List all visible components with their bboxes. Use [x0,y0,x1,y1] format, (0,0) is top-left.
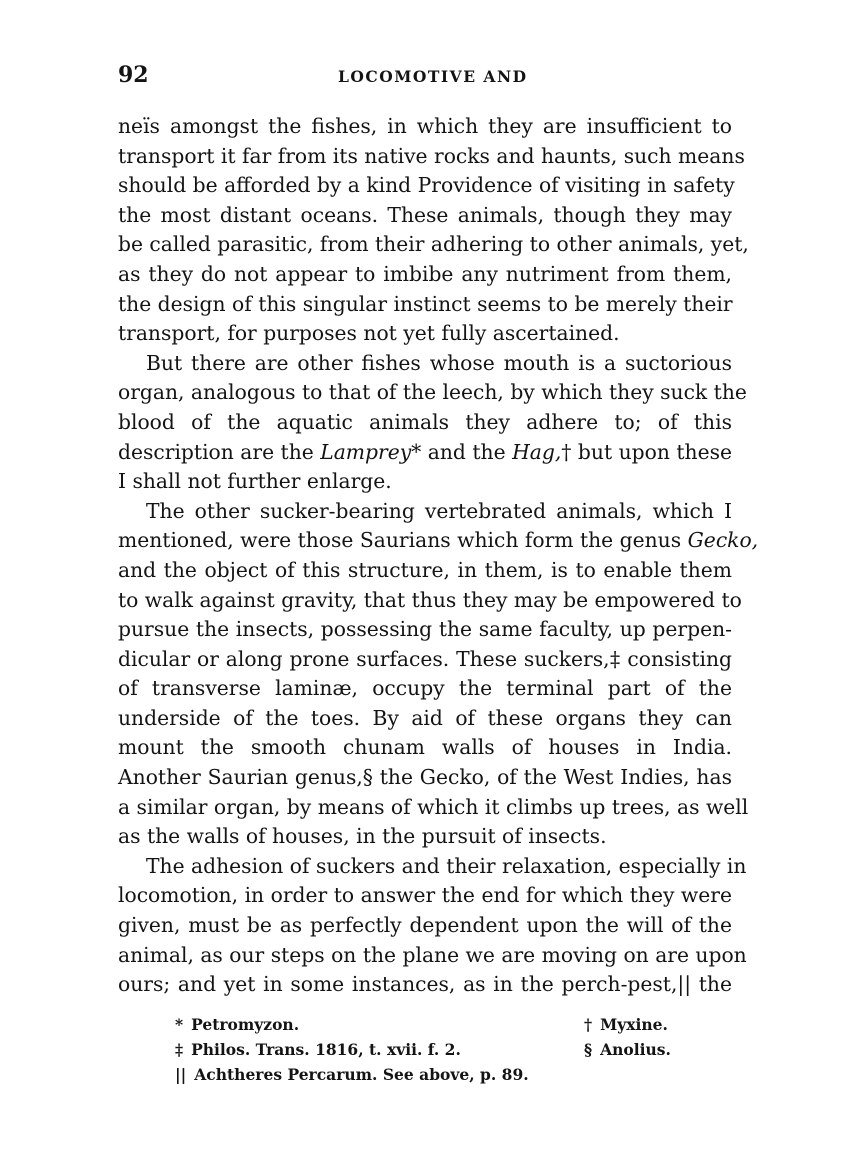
italic-term: Gecko, [687,528,759,553]
text-line: pursue the insects, possessing the same faculty, up perpen- [118,617,732,642]
text-span: mentioned, were those Saurians which form the genus [118,528,688,553]
text-line: dicular or along prone surfaces. These suckers,‡ consisting [118,646,732,671]
text-line: But there are other fishes whose mouth is a suctorious [146,350,732,375]
footnote [175,1062,529,1087]
text-line: as they do not appear to imbibe any nutriment from them, [118,261,732,286]
footnote-row [175,1062,685,1087]
text-line: to walk against gravity, that thus they may be empowered to [118,587,742,612]
footnote [175,1037,461,1062]
footnote-mark: ‡ [175,1040,184,1059]
text-line: I shall not further enlarge. [118,469,392,494]
footnote-mark: * [411,439,422,464]
text-span: but upon these [571,439,733,464]
footnote-mark: § [584,1040,593,1059]
footnote-text: Anolius. [600,1040,671,1059]
text-line: The other sucker-bearing vertebrated animals, which I [146,498,732,523]
italic-term: Lamprey [320,439,412,464]
page-header [118,62,734,92]
footnote-mark: † [584,1015,593,1034]
text-line: given, must be as perfectly dependent upon the will of the [118,913,732,938]
footnote-text: Philos. Trans. 1816, t. xvii. f. 2. [191,1040,461,1059]
running-title: LOCOMOTIVE AND [338,67,528,86]
page-number: 92 [118,62,149,88]
text-span: description are the [118,439,321,464]
footnote [584,1037,671,1062]
footnotes [175,1012,685,1087]
text-line: the most distant oceans. These animals, though they may [118,202,732,227]
text-line: transport, for purposes not yet fully ascertained. [118,321,620,346]
text-line: ours; and yet in some instances, as in the perch-pest,|| the [118,972,732,997]
italic-term: Hag, [512,439,562,464]
text-line: Another Saurian genus,§ the Gecko, of the West Indies, has [118,765,732,790]
text-line [118,526,759,556]
text-line: neïs amongst the fishes, in which they are insufficient to [118,114,732,138]
text-line: The adhesion of suckers and their relaxation, especially in [146,853,747,878]
text-line: locomotion, in order to answer the end for which they were [118,883,732,908]
footnote-text: Achtheres Percarum. See above, p. 89. [194,1065,529,1084]
text-line: of transverse laminæ, occupy the terminal part of the [118,676,732,701]
footnote-mark: || [175,1065,187,1084]
text-span: and the [421,439,513,464]
text-line: a similar organ, by means of which it climbs up trees, as well [118,794,749,819]
text-line: and the object of this structure, in them, is to enable them [118,557,732,582]
text-line: as the walls of houses, in the pursuit of insects. [118,824,607,849]
footnote [584,1012,668,1037]
footnote-row [175,1012,685,1037]
footnote-text: Petromyzon. [191,1015,300,1034]
text-line: transport it far from its native rocks and haunts, such means [118,143,745,168]
text-line: blood of the aquatic animals they adhere to; of this [118,409,732,434]
text-line: should be afforded by a kind Providence of visiting in safety [118,173,735,198]
text-line: animal, as our steps on the plane we are moving on are upon [118,942,747,967]
footnote-text: Myxine. [600,1015,668,1034]
footnote-row [175,1037,685,1062]
footnote-mark: * [175,1015,184,1034]
text-line: underside of the toes. By aid of these organs they can [118,705,732,730]
text-line: be called parasitic, from their adhering to other animals, yet, [118,232,749,257]
body-text [118,112,759,1000]
text-line [118,438,732,468]
footnote-mark: † [561,439,572,464]
text-line: mount the smooth chunam walls of houses in India. [118,735,732,760]
text-line: the design of this singular instinct seems to be merely their [118,291,733,316]
text-line: organ, analogous to that of the leech, by which they suck the [118,380,747,405]
footnote [175,1012,299,1037]
